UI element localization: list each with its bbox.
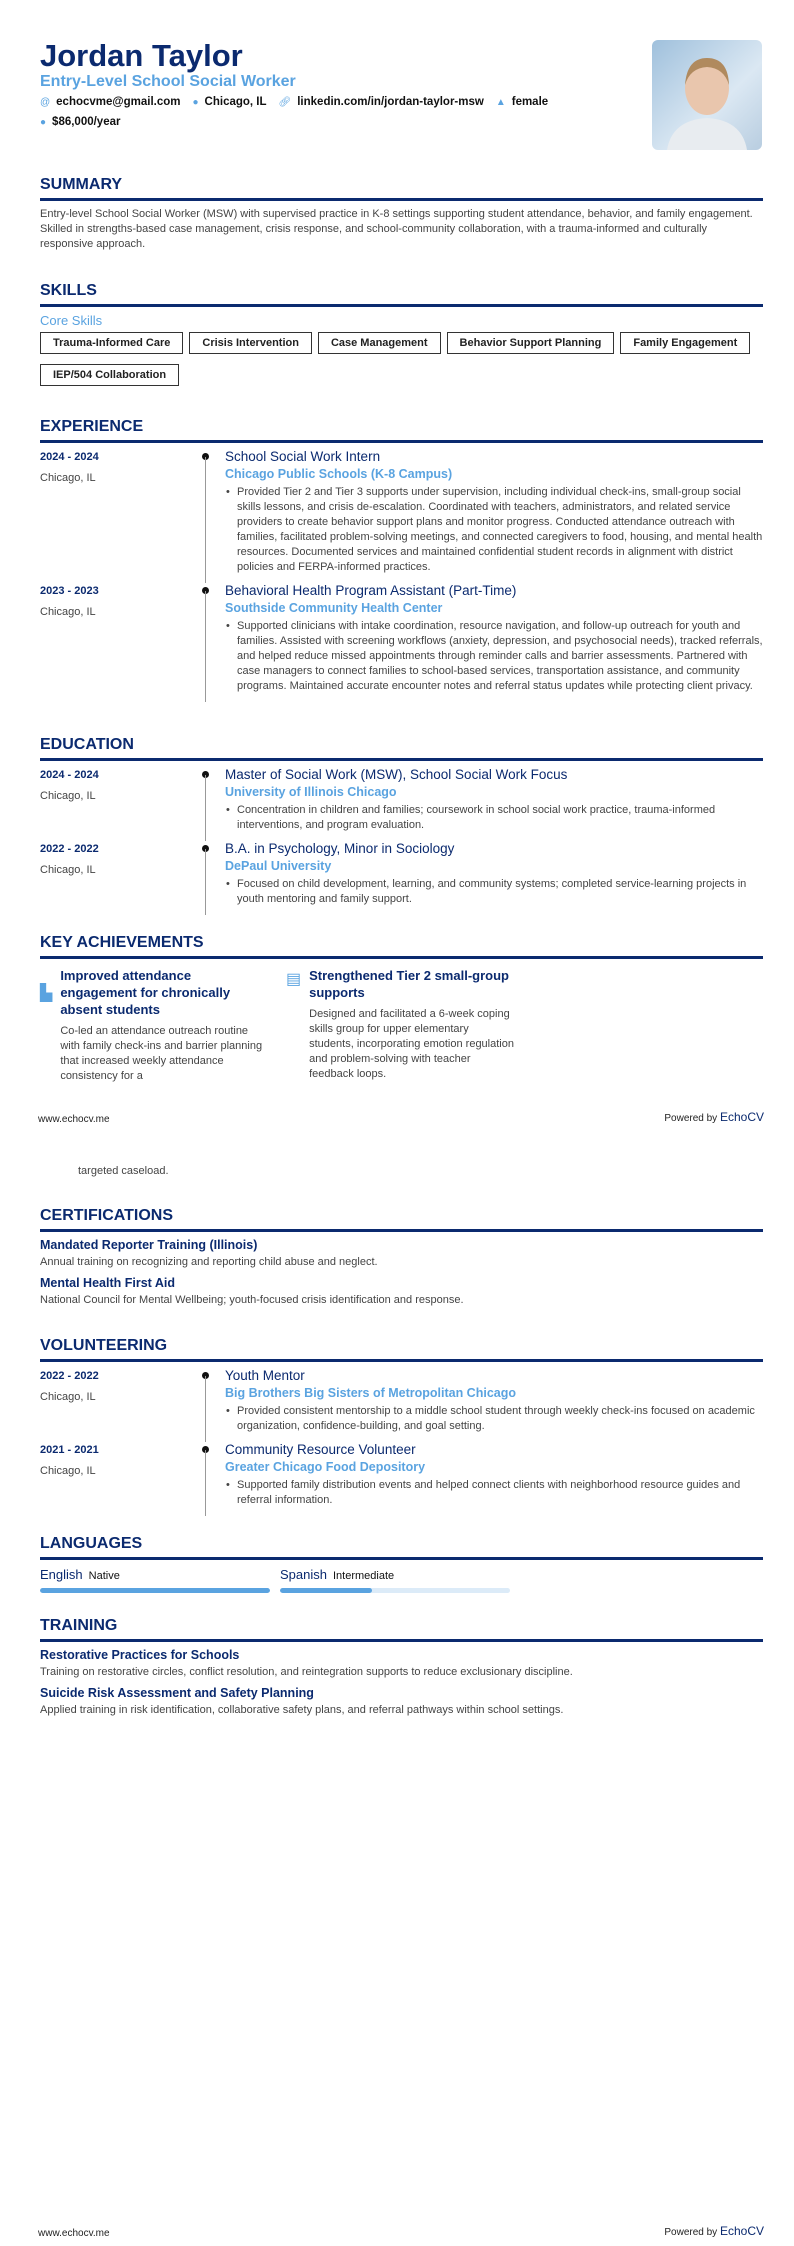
linkedin-text: linkedin.com/in/jordan-taylor-msw	[297, 96, 484, 108]
skill-tag: IEP/504 Collaboration	[40, 364, 179, 386]
proficiency-fill	[280, 1588, 372, 1593]
entry-role: Youth Mentor	[225, 1368, 305, 1383]
skill-group-title: Core Skills	[40, 313, 103, 328]
language-name: English	[40, 1567, 83, 1582]
skill-tag: Family Engagement	[620, 332, 750, 354]
gender-text: female	[511, 96, 549, 108]
certifications-section	[40, 1207, 763, 1308]
summary-section	[40, 176, 763, 252]
skill-tag: Case Management	[318, 332, 441, 354]
entry-bullet: • Provided Tier 2 and Tier 3 supports under supervision, including individual check-ins, small-group social skills lessons, and crisis de-escalation. Coordinated with teachers, administrators, and related service providers to create behavior support plans and monitor progress. Conducted attendance outreach with families, facilitated problem-solving meetings, and connected caregivers to food, housing, and mental health resources. Documented services and maintained confidential student records in alignment with district policies and FERPA-informed practices.	[225, 485, 763, 575]
salary-text: $86,000/year	[52, 116, 121, 128]
achievement-title: Improved attendance engagement for chronically absent students	[60, 968, 231, 1017]
training-title: Suicide Risk Assessment and Safety Planning	[40, 1686, 314, 1700]
profile-photo	[652, 40, 762, 150]
contact-location	[193, 96, 267, 108]
section-heading: KEY ACHIEVEMENTS	[40, 934, 763, 959]
training-desc: Applied training in risk identification, collaborative safety plans, and referral pathways within school settings.	[40, 1704, 564, 1716]
section-heading: EXPERIENCE	[40, 418, 763, 443]
volunteer-entry	[40, 1442, 763, 1516]
entry-location: Chicago, IL	[40, 1465, 96, 1477]
languages-section	[40, 1535, 763, 1593]
training-desc: Training on restorative circles, conflict resolution, and reintegration supports to reduce exclusionary discipline.	[40, 1666, 573, 1678]
cert-desc: Annual training on recognizing and reporting child abuse and neglect.	[40, 1256, 378, 1268]
timeline-line	[205, 1376, 206, 1442]
cert-title: Mental Health First Aid	[40, 1276, 175, 1290]
entry-bullet: • Focused on child development, learning, and community systems; completed service-learning projects in youth mentoring and family support.	[225, 877, 763, 907]
language-level: Native	[88, 1570, 120, 1582]
entry-bullet: • Supported family distribution events and helped connect clients with neighborhood resource guides and referral information.	[225, 1478, 763, 1508]
entry-bullet: • Supported clinicians with intake coordination, resource navigation, and follow-up outreach for youth and families. Assisted with screening workflows (anxiety, depression, and psychosocial needs), tracked referrals, and helped reduce missed appointments through reminder calls and barrier assessments. Partnered with case managers to connect families to school-based services, transportation assistance, and community programs. Maintained accurate encounter notes and referral status updates while protecting client privacy.	[225, 619, 763, 694]
footer-powered	[664, 1110, 764, 1124]
location-pin-icon: ●	[192, 96, 199, 108]
education-section	[40, 736, 763, 915]
language-item	[40, 1566, 270, 1593]
summary-text: Entry-level School Social Worker (MSW) with supervised practice in K-8 settings supporting student attendance, behavior, and family engagement. Skilled in strengths-based case management, crisis response, and school-community collaboration, with a trauma-informed and culturally responsive approach.	[40, 208, 753, 250]
entry-dates: 2023 - 2023	[40, 585, 99, 597]
section-heading: TRAINING	[40, 1617, 763, 1642]
section-heading: VOLUNTEERING	[40, 1337, 763, 1362]
dollar-icon: ●	[40, 116, 47, 128]
email-text: echocvme@gmail.com	[56, 96, 181, 108]
entry-dates: 2021 - 2021	[40, 1444, 99, 1456]
entry-dates: 2022 - 2022	[40, 843, 99, 855]
timeline-line	[205, 849, 206, 915]
contact-email[interactable]	[40, 96, 181, 108]
entry-org: Big Brothers Big Sisters of Metropolitan Chicago	[225, 1386, 516, 1400]
timeline-line	[205, 457, 206, 583]
person-icon: ▲	[495, 96, 506, 108]
skill-tag: Trauma-Informed Care	[40, 332, 183, 354]
language-level: Intermediate	[332, 1570, 395, 1582]
brand-logo: EchoCV	[719, 2224, 764, 2238]
brand-logo: EchoCV	[719, 1110, 764, 1124]
cert-title: Mandated Reporter Training (Illinois)	[40, 1238, 258, 1252]
footer-site[interactable]: www.echocv.me	[38, 2228, 110, 2239]
entry-role: Behavioral Health Program Assistant (Part-Time)	[225, 583, 517, 598]
achievement-desc: Designed and facilitated a 6-week coping skills group for upper elementary students, incorporating emotion regulation and problem-solving with teacher feedback loops.	[309, 1008, 514, 1080]
skill-tag: Behavior Support Planning	[447, 332, 615, 354]
skill-tag: Crisis Intervention	[189, 332, 312, 354]
entry-degree: Master of Social Work (MSW), School Social Work Focus	[225, 767, 568, 782]
section-heading: LANGUAGES	[40, 1535, 763, 1560]
entry-bullet: • Concentration in children and families; coursework in school social work practice, trauma-informed interventions, and program evaluation.	[225, 803, 763, 833]
volunteering-section	[40, 1337, 763, 1516]
entry-role: Community Resource Volunteer	[225, 1442, 416, 1457]
entry-role: School Social Work Intern	[225, 449, 381, 464]
language-item	[280, 1566, 510, 1593]
volunteer-entry	[40, 1368, 763, 1442]
training-section	[40, 1617, 763, 1718]
experience-entry	[40, 583, 763, 702]
document-plus-icon: ▙	[40, 985, 53, 1002]
timeline-line	[205, 775, 206, 841]
entry-bullet: • Provided consistent mentorship to a middle school student through weekly check-ins focused on academic organization, confidence-building, and goal setting.	[225, 1404, 763, 1434]
cert-desc: National Council for Mental Wellbeing; youth-focused crisis identification and response.	[40, 1294, 464, 1306]
powered-text: Powered by	[664, 2227, 718, 2238]
skills-section	[40, 282, 763, 386]
experience-entry	[40, 449, 763, 583]
achievement-desc: Co-led an attendance outreach routine with family check-ins and barrier planning that increased weekly attendance consistency for a	[60, 1025, 263, 1082]
entry-school: DePaul University	[225, 859, 332, 873]
section-heading: SKILLS	[40, 282, 763, 307]
contact-linkedin[interactable]	[279, 96, 484, 108]
language-name: Spanish	[280, 1567, 327, 1582]
achievement-title: Strengthened Tier 2 small-group supports	[309, 968, 509, 1000]
training-title: Restorative Practices for Schools	[40, 1648, 240, 1662]
contact-salary	[40, 116, 120, 128]
entry-degree: B.A. in Psychology, Minor in Sociology	[225, 841, 455, 856]
contact-gender	[496, 96, 548, 108]
job-title: Entry-Level School Social Worker	[40, 73, 296, 90]
proficiency-bar	[40, 1588, 270, 1593]
entry-dates: 2024 - 2024	[40, 451, 99, 463]
section-heading: EDUCATION	[40, 736, 763, 761]
achievement-desc-continued: targeted caseload.	[78, 1165, 169, 1177]
entry-org: Southside Community Health Center	[225, 601, 443, 615]
education-entry	[40, 767, 763, 841]
entry-org: Chicago Public Schools (K-8 Campus)	[225, 467, 453, 481]
section-heading: CERTIFICATIONS	[40, 1207, 763, 1232]
at-icon: @	[40, 96, 51, 108]
experience-section	[40, 418, 763, 702]
entry-location: Chicago, IL	[40, 606, 96, 618]
link-icon: 🔗︎	[278, 96, 292, 108]
achievement-item	[286, 967, 516, 1084]
entry-location: Chicago, IL	[40, 1391, 96, 1403]
location-text: Chicago, IL	[204, 96, 267, 108]
section-heading: SUMMARY	[40, 176, 763, 201]
achievement-item	[40, 967, 270, 1084]
proficiency-fill	[40, 1588, 270, 1593]
timeline-line	[205, 591, 206, 702]
footer-site[interactable]: www.echocv.me	[38, 1114, 110, 1125]
entry-location: Chicago, IL	[40, 472, 96, 484]
entry-org: Greater Chicago Food Depository	[225, 1460, 426, 1474]
contact-list	[40, 96, 600, 128]
education-entry	[40, 841, 763, 915]
timeline-line	[205, 1450, 206, 1516]
candidate-name: Jordan Taylor	[40, 38, 243, 73]
storefront-icon: ▤	[286, 971, 302, 988]
proficiency-bar	[280, 1588, 510, 1593]
powered-text: Powered by	[664, 1113, 718, 1124]
entry-location: Chicago, IL	[40, 790, 96, 802]
entry-dates: 2022 - 2022	[40, 1370, 99, 1382]
footer-powered	[664, 2224, 764, 2238]
entry-school: University of Illinois Chicago	[225, 785, 397, 799]
entry-location: Chicago, IL	[40, 864, 96, 876]
achievements-section	[40, 934, 763, 1084]
entry-dates: 2024 - 2024	[40, 769, 99, 781]
